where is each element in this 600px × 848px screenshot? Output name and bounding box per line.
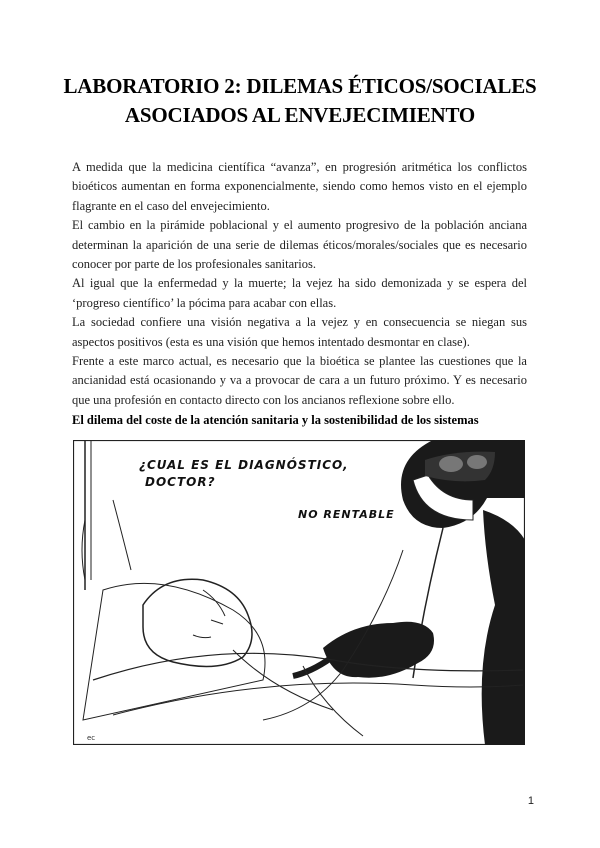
section-heading: El dilema del coste de la atención sanitaria y la sostenibilidad de los sistemas (72, 413, 479, 427)
body-text (72, 158, 527, 410)
paragraph: Al igual que la enfermedad y la muerte; la vejez ha sido demonizada y se espera del ‘progreso científico’ la pócima para acabar con ellas. (72, 276, 527, 310)
cartoon-question-line-2: DOCTOR? (145, 475, 216, 489)
title-line-1: LABORATORIO 2: DILEMAS ÉTICOS/SOCIALES (63, 74, 537, 98)
title-line-2: ASOCIADOS AL ENVEJECIMIENTO (124, 103, 476, 127)
paragraph: A medida que la medicina científica “avanza”, en progresión aritmética los conflictos bioéticos aumentan en forma exponencialmente, siendo como hemos visto en el ejemplo flagrante en el caso del envejecimiento. (72, 160, 527, 213)
svg-text:ec: ec (87, 734, 96, 742)
cartoon-drawing (73, 440, 525, 745)
paragraph: Frente a este marco actual, es necesario que la bioética se plantee las cuestiones que la ancianidad está ocasionando y va a provocar de cara a un futuro próximo. Y es necesario que una profesión en contacto directo con los ancianos reflexione sobre ello. (72, 354, 527, 407)
page-title (60, 72, 540, 130)
page-number: 1 (527, 795, 534, 807)
cartoon-answer: NO RENTABLE (298, 508, 395, 521)
cartoon-illustration (73, 440, 525, 745)
paragraph: El cambio en la pirámide poblacional y el aumento progresivo de la población anciana determinan la aparición de una serie de dilemas éticos/morales/sociales que es necesario conocer por parte de los profesionales sanitarios. (72, 218, 527, 272)
cartoon-question-line-1: ¿CUAL ES EL DIAGNÓSTICO, (139, 458, 349, 472)
paragraph: La sociedad confiere una visión negativa a la vejez y en consecuencia se niegan sus aspectos positivos (esta es una visión que hemos intentado desmontar en clase). (72, 315, 527, 349)
